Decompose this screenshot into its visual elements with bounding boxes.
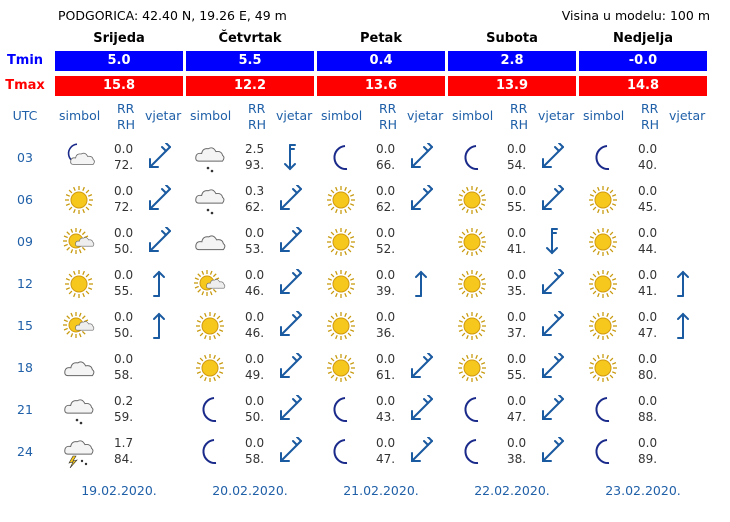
utc-hour: 03: [17, 150, 33, 165]
tmin-value: 5.0: [55, 51, 183, 71]
arrow-sw-icon: [407, 143, 435, 171]
rr-value: 0.0: [638, 436, 658, 450]
rr-value: 0.0: [245, 310, 265, 324]
wind-header: vjetar: [669, 108, 706, 123]
rh-value: 58.: [245, 452, 265, 466]
rh-value: 45.: [638, 200, 658, 214]
arrow-n-icon: [145, 311, 173, 339]
rr-value: 0.0: [507, 142, 527, 156]
rr-value: 0.0: [245, 352, 265, 366]
rr-value: 0.0: [507, 394, 527, 408]
utc-hour: 15: [17, 318, 33, 333]
tmin-label: Tmin: [6, 53, 44, 68]
date-label: 21.02.2020.: [343, 483, 419, 498]
utc-hour: 24: [17, 444, 33, 459]
rr-value: 0.0: [638, 142, 658, 156]
cloud-storm-icon: [63, 436, 95, 468]
arrow-sw-icon: [538, 185, 566, 213]
utc-hour: 06: [17, 192, 33, 207]
rh-value: 38.: [507, 452, 527, 466]
cloud-rain-icon: [63, 394, 95, 426]
rr-value: 0.0: [507, 268, 527, 282]
arrow-sw-icon: [276, 185, 304, 213]
rr-value: 2.5: [245, 142, 265, 156]
arrow-n-icon: [669, 311, 697, 339]
sun-icon: [325, 310, 357, 342]
rr-value: 0.0: [114, 226, 134, 240]
symbol-header: simbol: [59, 108, 101, 123]
rh-value: 46.: [245, 326, 265, 340]
arrow-sw-icon: [538, 311, 566, 339]
rh-value: 55.: [507, 368, 527, 382]
rr-value: 0.0: [507, 226, 527, 240]
rh-header: RH: [510, 117, 529, 132]
sun-icon: [587, 184, 619, 216]
moon-icon: [325, 436, 357, 468]
rr-value: 0.0: [376, 226, 396, 240]
arrow-sw-icon: [407, 185, 435, 213]
rr-value: 0.0: [376, 184, 396, 198]
arrow-sw-icon: [145, 143, 173, 171]
rh-value: 84.: [114, 452, 134, 466]
arrow-sw-icon: [538, 353, 566, 381]
sun-cloud-icon: [63, 310, 95, 342]
rr-header: RR: [641, 101, 659, 116]
utc-hour: 18: [17, 360, 33, 375]
arrow-sw-icon: [538, 143, 566, 171]
sun-cloud-icon: [63, 226, 95, 258]
rr-value: 0.0: [638, 352, 658, 366]
rh-value: 72.: [114, 158, 134, 172]
rr-header: RR: [117, 101, 135, 116]
arrow-sw-icon: [407, 353, 435, 381]
tmin-value: 0.4: [317, 51, 445, 71]
rh-header: RH: [379, 117, 398, 132]
sun-icon: [456, 226, 488, 258]
rr-value: 0.0: [114, 352, 134, 366]
utc-hour: 09: [17, 234, 33, 249]
sun-icon: [456, 184, 488, 216]
rh-value: 43.: [376, 410, 396, 424]
arrow-sw-icon: [276, 437, 304, 465]
arrow-sw-icon: [407, 395, 435, 423]
date-label: 20.02.2020.: [212, 483, 288, 498]
moon-icon: [194, 394, 226, 426]
rr-value: 0.0: [638, 268, 658, 282]
tmax-value: 15.8: [55, 76, 183, 96]
rh-value: 62.: [245, 200, 265, 214]
location-header: PODGORICA: 42.40 N, 19.26 E, 49 m: [58, 8, 287, 23]
rr-header: RR: [379, 101, 397, 116]
rr-value: 0.3: [245, 184, 265, 198]
tmax-label: Tmax: [5, 78, 45, 93]
sun-icon: [194, 310, 226, 342]
sun-icon: [587, 310, 619, 342]
sun-cloud-icon: [194, 268, 226, 300]
sun-icon: [63, 268, 95, 300]
arrow-sw-icon: [538, 269, 566, 297]
arrow-sw-icon: [407, 437, 435, 465]
moon-icon: [456, 142, 488, 174]
sun-icon: [63, 184, 95, 216]
moon-cloud-icon: [63, 142, 95, 174]
day-name: Srijeda: [93, 31, 145, 46]
rh-value: 35.: [507, 284, 527, 298]
rh-value: 41.: [638, 284, 658, 298]
rh-value: 44.: [638, 242, 658, 256]
rh-value: 80.: [638, 368, 658, 382]
rr-value: 0.0: [507, 352, 527, 366]
rr-value: 0.2: [114, 394, 134, 408]
rr-value: 0.0: [376, 352, 396, 366]
symbol-header: simbol: [452, 108, 494, 123]
rh-value: 72.: [114, 200, 134, 214]
date-label: 23.02.2020.: [605, 483, 681, 498]
wind-header: vjetar: [538, 108, 575, 123]
moon-icon: [194, 436, 226, 468]
arrow-sw-icon: [276, 395, 304, 423]
sun-icon: [456, 310, 488, 342]
cloud-rain-icon: [194, 184, 226, 216]
rh-value: 52.: [376, 242, 396, 256]
utc-label: UTC: [12, 108, 38, 123]
rr-value: 0.0: [507, 184, 527, 198]
rr-value: 0.0: [114, 142, 134, 156]
sun-icon: [587, 352, 619, 384]
rh-header: RH: [117, 117, 136, 132]
rr-value: 0.0: [114, 184, 134, 198]
cloud-rain-icon: [194, 142, 226, 174]
rh-value: 53.: [245, 242, 265, 256]
cloud-icon: [194, 226, 226, 258]
rh-value: 55.: [507, 200, 527, 214]
rh-value: 50.: [245, 410, 265, 424]
tmax-value: 12.2: [186, 76, 314, 96]
tmin-value: 5.5: [186, 51, 314, 71]
rr-value: 0.0: [638, 310, 658, 324]
rh-value: 37.: [507, 326, 527, 340]
arrow-n-icon: [669, 269, 697, 297]
wind-header: vjetar: [407, 108, 444, 123]
model-height-header: Visina u modelu: 100 m: [561, 8, 710, 23]
rh-value: 55.: [114, 284, 134, 298]
rr-value: 0.0: [114, 268, 134, 282]
rh-value: 66.: [376, 158, 396, 172]
rh-value: 61.: [376, 368, 396, 382]
rr-value: 0.0: [638, 226, 658, 240]
sun-icon: [456, 352, 488, 384]
rr-value: 0.0: [376, 268, 396, 282]
day-name: Subota: [486, 31, 538, 46]
arrow-n-icon: [407, 269, 435, 297]
sun-icon: [194, 352, 226, 384]
date-label: 19.02.2020.: [81, 483, 157, 498]
rr-value: 0.0: [638, 394, 658, 408]
symbol-header: simbol: [190, 108, 232, 123]
rh-value: 40.: [638, 158, 658, 172]
rh-value: 89.: [638, 452, 658, 466]
wind-header: vjetar: [276, 108, 313, 123]
rh-value: 58.: [114, 368, 134, 382]
arrow-s-icon: [276, 143, 304, 171]
rr-value: 0.0: [507, 310, 527, 324]
arrow-n-icon: [145, 269, 173, 297]
rh-value: 88.: [638, 410, 658, 424]
rh-value: 36.: [376, 326, 396, 340]
arrow-sw-icon: [145, 227, 173, 255]
tmax-value: 13.9: [448, 76, 576, 96]
rh-header: RH: [641, 117, 660, 132]
arrow-sw-icon: [276, 311, 304, 339]
rh-header: RH: [248, 117, 267, 132]
rh-value: 93.: [245, 158, 265, 172]
arrow-sw-icon: [538, 395, 566, 423]
moon-icon: [587, 436, 619, 468]
rr-value: 0.0: [114, 310, 134, 324]
tmin-value: -0.0: [579, 51, 707, 71]
rr-value: 0.0: [245, 436, 265, 450]
rr-value: 0.0: [245, 268, 265, 282]
rr-value: 0.0: [245, 394, 265, 408]
moon-icon: [587, 394, 619, 426]
rr-value: 1.7: [114, 436, 134, 450]
symbol-header: simbol: [583, 108, 625, 123]
tmin-value: 2.8: [448, 51, 576, 71]
rh-value: 47.: [638, 326, 658, 340]
rh-value: 54.: [507, 158, 527, 172]
sun-icon: [325, 268, 357, 300]
moon-icon: [456, 436, 488, 468]
day-name: Četvrtak: [218, 31, 282, 46]
sun-icon: [325, 226, 357, 258]
day-name: Nedjelja: [613, 31, 673, 46]
moon-icon: [587, 142, 619, 174]
rh-value: 41.: [507, 242, 527, 256]
rh-value: 59.: [114, 410, 134, 424]
rr-value: 0.0: [376, 310, 396, 324]
rh-value: 47.: [376, 452, 396, 466]
date-label: 22.02.2020.: [474, 483, 550, 498]
sun-icon: [456, 268, 488, 300]
symbol-header: simbol: [321, 108, 363, 123]
rh-value: 49.: [245, 368, 265, 382]
utc-hour: 12: [17, 276, 33, 291]
utc-hour: 21: [17, 402, 33, 417]
arrow-sw-icon: [276, 227, 304, 255]
rh-value: 46.: [245, 284, 265, 298]
rr-value: 0.0: [245, 226, 265, 240]
rh-value: 47.: [507, 410, 527, 424]
rh-value: 50.: [114, 242, 134, 256]
moon-icon: [456, 394, 488, 426]
moon-icon: [325, 142, 357, 174]
rh-value: 62.: [376, 200, 396, 214]
rr-header: RR: [510, 101, 528, 116]
arrow-sw-icon: [276, 269, 304, 297]
arrow-sw-icon: [145, 185, 173, 213]
rr-header: RR: [248, 101, 266, 116]
rh-value: 50.: [114, 326, 134, 340]
arrow-sw-icon: [276, 353, 304, 381]
tmax-value: 14.8: [579, 76, 707, 96]
moon-icon: [325, 394, 357, 426]
rr-value: 0.0: [507, 436, 527, 450]
rr-value: 0.0: [376, 142, 396, 156]
rr-value: 0.0: [376, 394, 396, 408]
cloud-icon: [63, 352, 95, 384]
rh-value: 39.: [376, 284, 396, 298]
sun-icon: [325, 184, 357, 216]
wind-header: vjetar: [145, 108, 182, 123]
day-name: Petak: [360, 31, 402, 46]
rr-value: 0.0: [376, 436, 396, 450]
rr-value: 0.0: [638, 184, 658, 198]
tmax-value: 13.6: [317, 76, 445, 96]
sun-icon: [587, 226, 619, 258]
sun-icon: [325, 352, 357, 384]
arrow-sw-icon: [538, 437, 566, 465]
arrow-s-icon: [538, 227, 566, 255]
sun-icon: [587, 268, 619, 300]
